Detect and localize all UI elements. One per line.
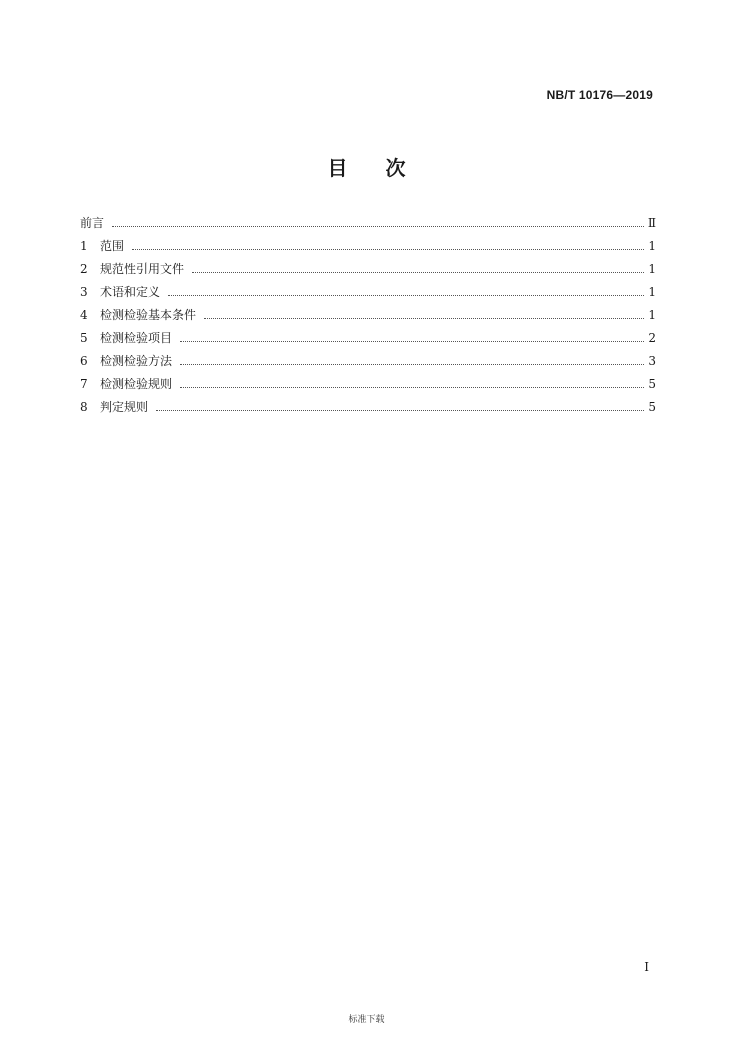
dot-leader [132,249,644,250]
toc-row-foreword[interactable] [80,212,656,235]
toc-row-6[interactable] [80,350,656,373]
toc-page-number: 5 [648,400,656,414]
toc-label: 检测检验基本条件 [100,308,197,322]
dot-leader [168,295,644,296]
toc-page-number: 3 [648,354,656,368]
title-part-2: 次 [385,156,406,180]
dot-leader [112,226,644,227]
toc-section-number: 5 [80,331,88,345]
toc-section-number: 8 [80,400,88,414]
toc-row-8[interactable] [80,396,656,419]
page-title [0,152,733,181]
toc-page-number: 1 [648,308,656,322]
dot-leader [180,341,644,342]
document-code: NB/T 10176—2019 [546,88,653,102]
toc-label: 范围 [100,239,125,253]
toc-section-number: 1 [80,239,88,253]
toc-row-7[interactable] [80,373,656,396]
dot-leader [192,272,644,273]
toc-page-number: 5 [648,377,656,391]
toc-section-number: 3 [80,285,88,299]
page-number: I [644,960,649,974]
toc-row-4[interactable] [80,304,656,327]
toc-label: 检测检验项目 [100,331,173,345]
toc-row-2[interactable] [80,258,656,281]
toc-page-number: 1 [648,262,656,276]
table-of-contents [80,212,656,419]
toc-label: 规范性引用文件 [100,262,185,276]
dot-leader [204,318,644,319]
toc-label: 判定规则 [100,400,149,414]
toc-row-5[interactable] [80,327,656,350]
toc-section-number: 2 [80,262,88,276]
toc-section-number: 6 [80,354,88,368]
toc-label: 检测检验方法 [100,354,173,368]
toc-label: 前言 [80,216,105,230]
toc-page-number: 2 [648,331,656,345]
toc-label: 检测检验规则 [100,377,173,391]
dot-leader [180,387,644,388]
dot-leader [156,410,644,411]
title-part-1: 目 [327,156,348,180]
toc-page-number: Ⅱ [647,216,656,230]
toc-page-number: 1 [648,239,656,253]
watermark-text: 标准下载 [348,1015,385,1025]
toc-section-number: 4 [80,308,88,322]
toc-page-number: 1 [648,285,656,299]
toc-label: 术语和定义 [100,285,161,299]
toc-section-number: 7 [80,377,88,391]
toc-row-3[interactable] [80,281,656,304]
toc-row-1[interactable] [80,235,656,258]
dot-leader [180,364,644,365]
